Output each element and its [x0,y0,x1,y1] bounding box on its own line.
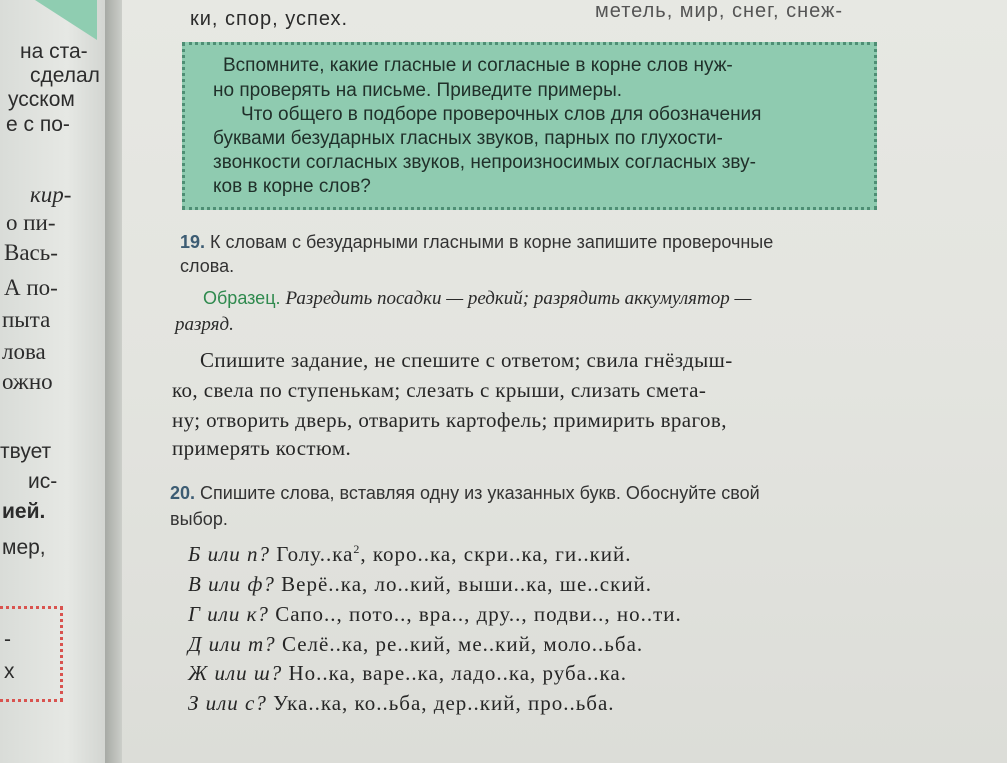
letter-choice: Ж или ш? [188,661,283,685]
word-row [188,661,627,686]
left-line: пыта [2,307,51,332]
superscript: 2 [353,542,361,556]
task-line: Спишите задание, не спешите с ответом; свила гнёздыш- [200,348,733,372]
top-continuation: ки, спор, успех. [190,8,349,30]
left-line: о пи- [6,210,56,235]
reminder-line: Вспомните, какие гласные и согласные в корне слов нуж- [223,55,733,76]
letter-choice: Б или п? [188,542,271,566]
left-line: усском [8,88,75,111]
letter-choice: В или ф? [188,572,275,596]
row-words-rest: , коро..ка, скри..ка, ги..кий. [360,542,632,566]
top-partial-line: метель, мир, снег, снеж- [595,0,844,22]
sample-label: Образец. [203,288,281,308]
word-row [188,602,682,627]
left-line: кир- [30,182,72,207]
reminder-line: но проверять на письме. Приведите примеры. [213,80,623,101]
left-line: х [4,660,15,683]
left-page [0,0,112,763]
exercise-19-title [180,232,773,253]
left-line: твует [0,440,52,463]
left-pink-box [0,606,63,702]
sample-text: Разредить посадки — редкий; разрядить аккумулятор — [285,288,752,309]
exercise-instruction: Спишите слова, вставляя одну из указанных букв. Обоснуйте свой [200,483,760,503]
left-line: Вась- [4,240,58,265]
left-line: сделал [30,64,100,87]
left-line: мер, [2,536,46,559]
row-words: Но..ка, варе..ка, ладо..ка, руба..ка. [288,661,627,685]
row-words: Селё..ка, ре..кий, ме..кий, моло..ьба. [281,632,644,656]
row-words: Сапо.., пото.., вра.., дру.., подви.., но..ти. [275,602,682,626]
row-words: Голу..ка [276,542,354,566]
left-line: е с по- [6,113,70,136]
sample-line [203,288,751,310]
reminder-line: буквами безударных гласных звуков, парных по глухости- [213,128,723,149]
letter-choice: Г или к? [188,602,269,626]
exercise-20-title-cont: выбор. [170,509,228,529]
letter-choice: З или с? [188,691,267,715]
task-line: ко, свела по ступенькам; слезать с крыши, слизать смета- [172,378,707,402]
exercise-20-title [170,483,760,504]
word-row [188,542,632,567]
left-line: на ста- [20,40,88,63]
row-words: Ука..ка, ко..ьба, дер..кий, про..ьба. [273,691,615,715]
left-line: ожно [2,369,53,394]
word-row [188,572,652,597]
reminder-line: звонкости согласных звуков, непроизносимых согласных зву- [213,152,756,173]
green-corner-decoration [35,0,97,40]
letter-choice: Д или т? [188,632,276,656]
left-line: - [4,628,11,651]
left-line: лова [2,339,46,364]
left-line: ис- [28,470,58,493]
task-line: ну; отворить дверь, отварить картофель; примирить врагов, [172,408,727,432]
left-line: А по- [4,275,58,300]
exercise-number: 20. [170,483,196,503]
word-row [188,632,643,657]
exercise-number: 19. [180,232,206,252]
sample-text-cont: разряд. [175,314,234,335]
exercise-instruction: К словам с безударными гласными в корне запишите проверочные [210,232,774,252]
reminder-box [182,42,877,210]
left-line: ией. [2,500,46,523]
task-line: примерять костюм. [172,436,352,460]
word-row [188,691,615,716]
exercise-19-title-cont: слова. [180,256,235,276]
reminder-line: Что общего в подборе проверочных слов для обозначения [241,104,762,125]
reminder-line: ков в корне слов? [213,176,371,197]
row-words: Верё..ка, ло..кий, выши..ка, ше..ский. [281,572,653,596]
